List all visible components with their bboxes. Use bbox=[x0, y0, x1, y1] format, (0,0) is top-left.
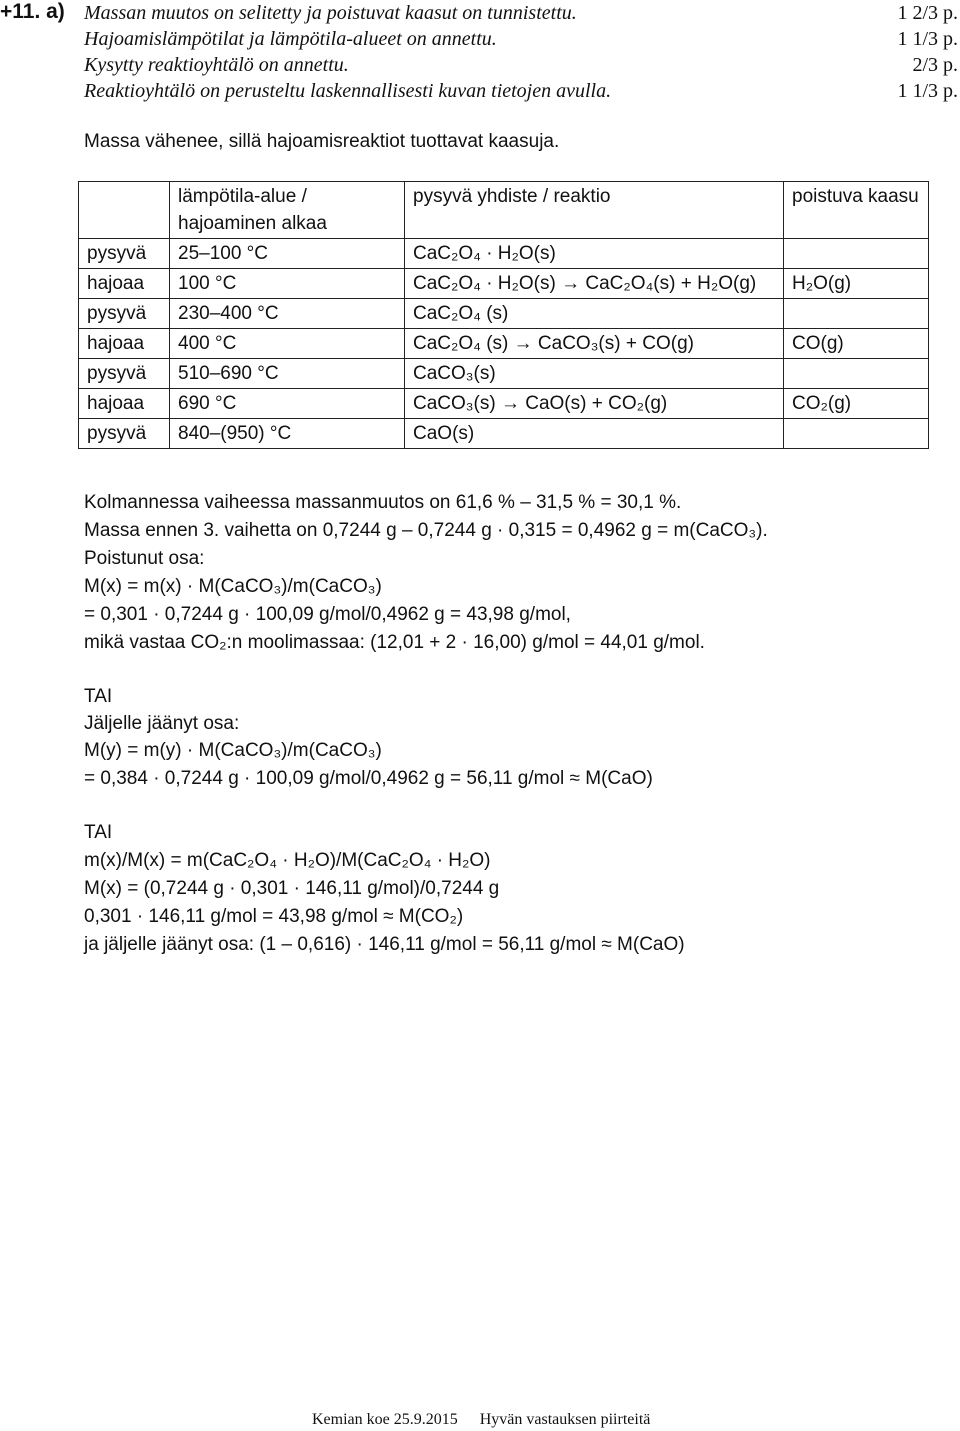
criterion-text: Massan muutos on selitetty ja poistuvat kaasut on tunnistettu. bbox=[84, 2, 577, 24]
table-row bbox=[79, 419, 929, 449]
calc-line: mikä vastaa CO₂:n moolimassaa: (12,01 + 2 · 16,00) g/mol = 44,01 g/mol. bbox=[84, 632, 705, 653]
table-row bbox=[79, 239, 929, 269]
table-cell: 100 °C bbox=[170, 269, 405, 299]
table-cell: 690 °C bbox=[170, 389, 405, 419]
calc-line: TAI bbox=[84, 686, 113, 707]
page-footer bbox=[312, 1411, 650, 1429]
table-header-cell bbox=[79, 182, 170, 239]
table-cell: 510–690 °C bbox=[170, 359, 405, 389]
criterion-points: 1 1/3 p. bbox=[897, 28, 958, 50]
table-cell bbox=[784, 239, 929, 269]
table-cell: 25–100 °C bbox=[170, 239, 405, 269]
criterion-points: 1 2/3 p. bbox=[897, 2, 958, 24]
table-header-cell: lämpötila-alue / hajoaminen alkaa bbox=[170, 182, 405, 239]
criterion-points: 1 1/3 p. bbox=[897, 80, 958, 102]
calc-line: = 0,384 · 0,7244 g · 100,09 g/mol/0,4962 g = 56,11 g/mol ≈ M(CaO) bbox=[84, 768, 653, 789]
table-cell: CaC₂O₄ · H₂O(s) → CaC₂O₄(s) + H₂O(g) bbox=[405, 269, 784, 299]
calc-line: ja jäljelle jäänyt osa: (1 – 0,616) · 146,11 g/mol = 56,11 g/mol ≈ M(CaO) bbox=[84, 934, 685, 955]
question-number: +11. a) bbox=[0, 0, 65, 23]
calc-line: Jäljelle jäänyt osa: bbox=[84, 713, 240, 734]
table-cell: CO(g) bbox=[784, 329, 929, 359]
table-header-cell: poistuva kaasu bbox=[784, 182, 929, 239]
calc-line: = 0,301 · 0,7244 g · 100,09 g/mol/0,4962 g = 43,98 g/mol, bbox=[84, 604, 571, 625]
table-cell bbox=[784, 419, 929, 449]
table-cell: hajoaa bbox=[79, 389, 170, 419]
table-cell: CaC₂O₄ · H₂O(s) bbox=[405, 239, 784, 269]
table-cell: CaC₂O₄ (s) bbox=[405, 299, 784, 329]
table-cell: pysyvä bbox=[79, 239, 170, 269]
calc-line: M(x) = (0,7244 g · 0,301 · 146,11 g/mol)/0,7244 g bbox=[84, 878, 500, 899]
table-header-cell: pysyvä yhdiste / reaktio bbox=[405, 182, 784, 239]
footer-exam-name: Kemian koe 25.9.2015 bbox=[312, 1411, 458, 1428]
criterion-text: Hajoamislämpötilat ja lämpötila-alueet on annettu. bbox=[84, 28, 497, 50]
decomposition-table bbox=[78, 181, 929, 449]
calc-line: m(x)/M(x) = m(CaC₂O₄ · H₂O)/M(CaC₂O₄ · H₂O) bbox=[84, 850, 491, 871]
table-row bbox=[79, 389, 929, 419]
criterion-text: Reaktioyhtälö on perusteltu laskennallisesti kuvan tietojen avulla. bbox=[84, 80, 612, 102]
table-cell: CaCO₃(s) → CaO(s) + CO₂(g) bbox=[405, 389, 784, 419]
criterion-text: Kysytty reaktioyhtälö on annettu. bbox=[84, 54, 349, 76]
table-cell: hajoaa bbox=[79, 269, 170, 299]
calc-line: 0,301 · 146,11 g/mol = 43,98 g/mol ≈ M(CO₂) bbox=[84, 906, 464, 927]
table-cell: H₂O(g) bbox=[784, 269, 929, 299]
table-cell bbox=[784, 359, 929, 389]
table-cell: 840–(950) °C bbox=[170, 419, 405, 449]
table-row bbox=[79, 299, 929, 329]
calc-line: Massa ennen 3. vaihetta on 0,7244 g – 0,7244 g · 0,315 = 0,4962 g = m(CaCO₃). bbox=[84, 520, 768, 541]
table-row bbox=[79, 269, 929, 299]
calc-line: Poistunut osa: bbox=[84, 548, 205, 569]
table-cell: hajoaa bbox=[79, 329, 170, 359]
intro-text: Massa vähenee, sillä hajoamisreaktiot tuottavat kaasuja. bbox=[84, 131, 560, 152]
table-cell: 230–400 °C bbox=[170, 299, 405, 329]
table-cell bbox=[784, 299, 929, 329]
table-row bbox=[79, 359, 929, 389]
table-cell: pysyvä bbox=[79, 419, 170, 449]
table-cell: CaO(s) bbox=[405, 419, 784, 449]
table-header-row bbox=[79, 182, 929, 239]
calc-line: TAI bbox=[84, 822, 113, 843]
table-cell: CO₂(g) bbox=[784, 389, 929, 419]
footer-doc-title: Hyvän vastauksen piirteitä bbox=[479, 1411, 651, 1428]
table-cell: 400 °C bbox=[170, 329, 405, 359]
calc-line: Kolmannessa vaiheessa massanmuutos on 61,6 % – 31,5 % = 30,1 %. bbox=[84, 492, 682, 513]
criterion-points: 2/3 p. bbox=[912, 54, 958, 76]
calc-line: M(x) = m(x) · M(CaCO₃)/m(CaCO₃) bbox=[84, 576, 382, 597]
table-cell: pysyvä bbox=[79, 299, 170, 329]
calc-line: M(y) = m(y) · M(CaCO₃)/m(CaCO₃) bbox=[84, 740, 382, 761]
table-cell: CaC₂O₄ (s) → CaCO₃(s) + CO(g) bbox=[405, 329, 784, 359]
table-cell: CaCO₃(s) bbox=[405, 359, 784, 389]
table-cell: pysyvä bbox=[79, 359, 170, 389]
table-row bbox=[79, 329, 929, 359]
